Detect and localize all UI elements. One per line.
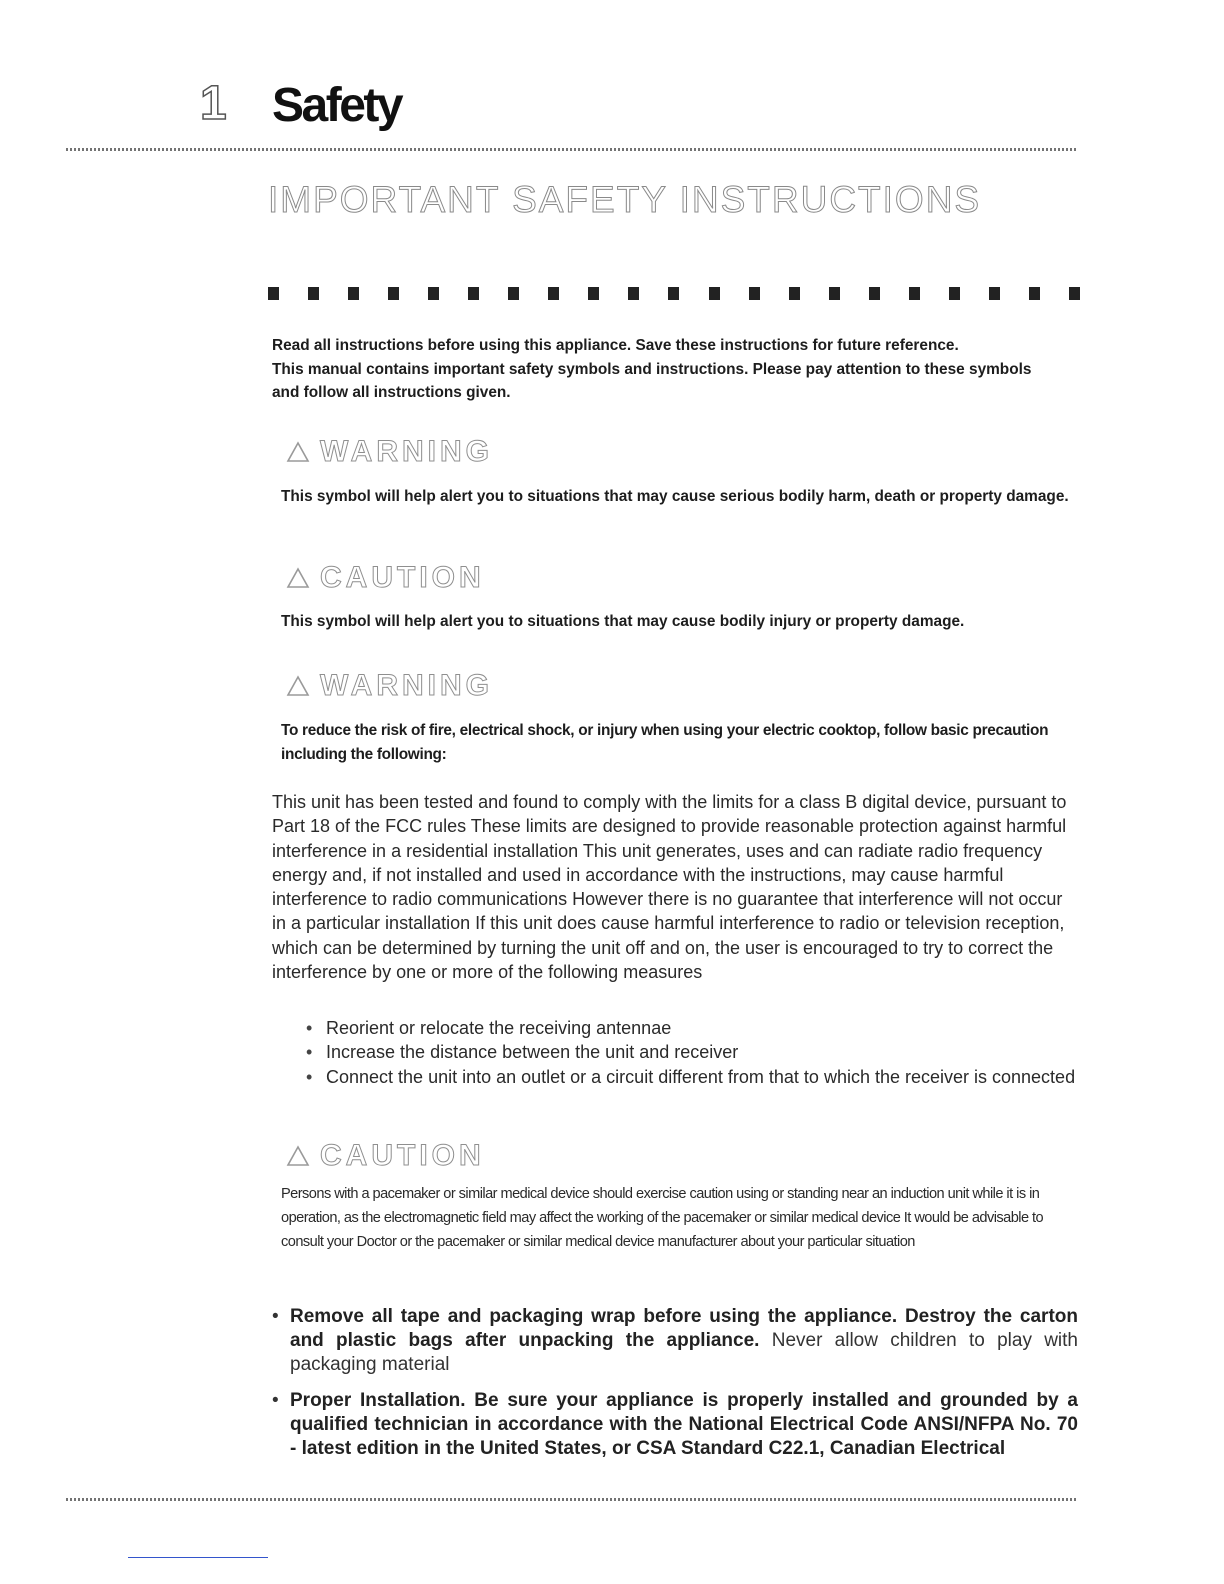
caution-triangle-icon [286, 1145, 310, 1167]
caution-description-1: This symbol will help alert you to situations that may cause bodily injury or property damage. [281, 613, 965, 630]
caution-word: CAUTION [320, 1139, 485, 1172]
chapter-title: Safety [272, 79, 402, 132]
section-heading: IMPORTANT SAFETY INSTRUCTIONS [268, 179, 982, 220]
bullet-normal-text: Never allow children to play with packaging material [290, 1330, 1078, 1375]
warning-description-1: This symbol will help alert you to situations that may cause serious bodily harm, death or property damage. [281, 488, 1069, 505]
intro-line-1: Read all instructions before using this appliance. Save these instructions for future reference. [272, 337, 959, 354]
fcc-paragraph: This unit has been tested and found to comply with the limits for a class B digital device, pursuant to Part 18 of the FCC rules These limits are designed to provide reasonable protection against harmful interference in a residential installation This unit generates, uses and can radiate radio frequency energy and, if not installed and used in accordance with the instructions, may cause harmful interference to radio communications However there is no guarantee that interference will not occur in a particular installation If this unit does cause harmful interference to radio or television reception, which can be determined by turning the unit off and on, the user is encouraged to try to correct the interference by one or more of the following measures [272, 792, 1067, 983]
bullet-bold-text: Proper Installation. Be sure your appliance is properly installed and grounded by a qualified technician in accordance with the National Electrical Code ANSI/NFPA No. 70 - latest edition in the United States, or CSA Standard C22.1, Canadian Electrical [290, 1390, 1078, 1459]
list-item: • Reorient or relocate the receiving antennae [306, 1016, 1078, 1040]
list-item: • Connect the unit into an outlet or a circuit different from that to which the receiver is connected [306, 1065, 1078, 1089]
bullet-bold-text: Remove all tape and packaging wrap before using the appliance. Destroy the carton and plastic bags after unpacking the appliance. [290, 1306, 1078, 1351]
warning-signal-2 [286, 669, 493, 703]
header-rule [66, 148, 1078, 151]
list-item [272, 1389, 1078, 1461]
square-divider [268, 287, 1080, 301]
chapter-number: 1 [200, 77, 225, 130]
intro-text [272, 334, 1052, 405]
warning-word: WARNING [320, 435, 493, 468]
warning-word: WARNING [320, 669, 493, 702]
list-item: • Increase the distance between the unit and receiver [306, 1040, 1078, 1064]
footer-rule [66, 1498, 1078, 1501]
list-item [272, 1305, 1078, 1377]
fcc-measures-list [306, 1016, 1078, 1089]
intro-line-2: This manual contains important safety symbols and instructions. Please pay attention to these symbols and follow all instructions given. [272, 360, 1032, 401]
caution-triangle-icon [286, 567, 310, 589]
warning-triangle-icon [286, 675, 310, 697]
warning-signal-1 [286, 435, 493, 469]
caution-signal-1 [286, 561, 485, 595]
safety-bullets [272, 1305, 1078, 1473]
caution-signal-2 [286, 1139, 485, 1173]
warning-triangle-icon [286, 441, 310, 463]
warning-description-2: To reduce the risk of fire, electrical shock, or injury when using your electric cooktop, follow basic precaution including the following: [281, 722, 1049, 763]
pacemaker-note: Persons with a pacemaker or similar medical device should exercise caution using or standing near an induction unit while it is in operation, as the electromagnetic field may affect the working of the pacemaker or similar medical device It would be advisable to consult your Doctor or the pacemaker or similar medical device manufacturer about your particular situation [281, 1186, 1044, 1250]
footer-link-underline [128, 1557, 268, 1558]
caution-word: CAUTION [320, 561, 485, 594]
